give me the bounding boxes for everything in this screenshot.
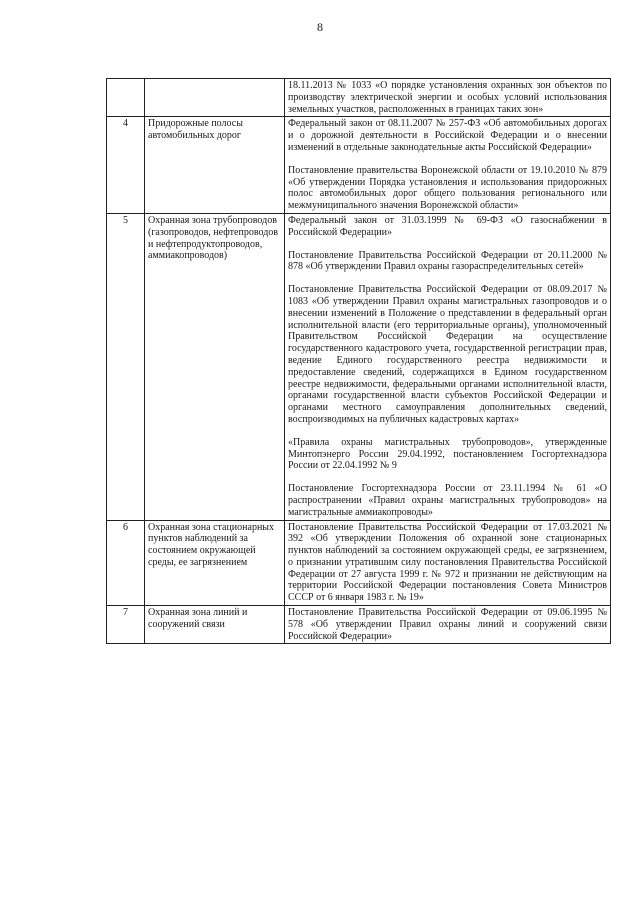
legal-document: Федеральный закон от 08.11.2007 № 257-ФЗ «Об автомобильных дорогах и о дорожной деятельности в Российской Федерации и о внесении изменений в отдельные законодательные акты Российской Федерации»: [288, 118, 607, 153]
table-row: [107, 606, 611, 644]
zone-name: Охранная зона трубопроводов (газопроводов, нефтепроводов и нефтепродуктопроводов, аммиакопроводов): [145, 213, 285, 520]
legal-document: Постановление Правительства Российской Федерации от 09.06.1995 № 578 «Об утверждении Правил охраны линий и сооружений связи Российской Федерации»: [288, 607, 607, 642]
legal-basis: [285, 117, 611, 214]
restrictions-table: [106, 78, 611, 644]
legal-document: Постановление Госгортехнадзора России от 23.11.1994 № 61 «О распространении «Правил охраны магистральных трубопроводов» на магистральные аммиакопроводы»: [288, 483, 607, 518]
row-number: [107, 79, 145, 117]
legal-basis: [285, 213, 611, 520]
page-number: 8: [317, 20, 323, 34]
row-number: 4: [107, 117, 145, 214]
legal-document: Федеральный закон от 31.03.1999 № 69-ФЗ «О газоснабжении в Российской Федерации»: [288, 214, 607, 238]
zone-name: Охранная зона линий и сооружений связи: [145, 606, 285, 644]
zone-name: Охранная зона стационарных пунктов наблюдений за состоянием окружающей среды, ее загрязнением: [145, 520, 285, 606]
row-number: 7: [107, 606, 145, 644]
legal-basis: [285, 606, 611, 644]
zone-name: Придорожные полосы автомобильных дорог: [145, 117, 285, 214]
legal-document: Постановление Правительства Российской Федерации от 20.11.2000 № 878 «Об утверждении Правил охраны газораспределительных сетей»: [288, 249, 607, 273]
legal-document: «Правила охраны магистральных трубопроводов», утвержденные Минтопэнерго России 29.04.1992, постановлением Госгортехнадзора России от 22.04.1992 № 9: [288, 436, 607, 472]
legal-basis: [285, 79, 611, 117]
legal-document: Постановление правительства Воронежской области от 19.10.2010 № 879 «Об утверждении Порядка установления и использования придорожных полос автомобильных дорог общего пользования регионального или межмуниципального значения Воронежской области»: [288, 164, 607, 212]
table-row: [107, 117, 611, 214]
table-row: [107, 520, 611, 606]
table-row: [107, 79, 611, 117]
legal-document: 18.11.2013 № 1033 «О порядке установления охранных зон объектов по производству электрической энергии и особых условий использования земельных участков, расположенных в границах таких зон»: [288, 80, 607, 115]
legal-document: Постановление Правительства Российской Федерации от 08.09.2017 № 1083 «Об утверждении Правил охраны магистральных газопроводов и о внесении изменений в Положение о представлении в федеральный орган исполнительной власти (его территориальные органы), уполномоченный Правительством Российской Федерации на осуществление государственного кадастрового учета, государственной регистрации прав, ведение Единого государственного реестра недвижимости и предоставление сведений, содержащихся в Едином государственном реестре недвижимости, федеральными органами исполнительной власти, органами государственной власти субъектов Российской Федерации и органами местного самоуправления дополнительных сведений, воспроизводимых на публичных кадастровых картах»: [288, 284, 607, 425]
legal-document: Постановление Правительства Российской Федерации от 17.03.2021 № 392 «Об утверждении Положения об охранной зоне стационарных пунктов наблюдений за состоянием окружающей среды, ее загрязнением, о признании утратившим силу постановления Правительства Российской Федерации от 27 августа 1999 г. № 972 и признании не действующим на территории Российской Федерации постановления Совета Министров СССР от 6 января 1983 г. № 19»: [288, 521, 607, 604]
row-number: 5: [107, 213, 145, 520]
row-number: 6: [107, 520, 145, 606]
zone-name: [145, 79, 285, 117]
table-row: [107, 213, 611, 520]
legal-basis: [285, 520, 611, 606]
